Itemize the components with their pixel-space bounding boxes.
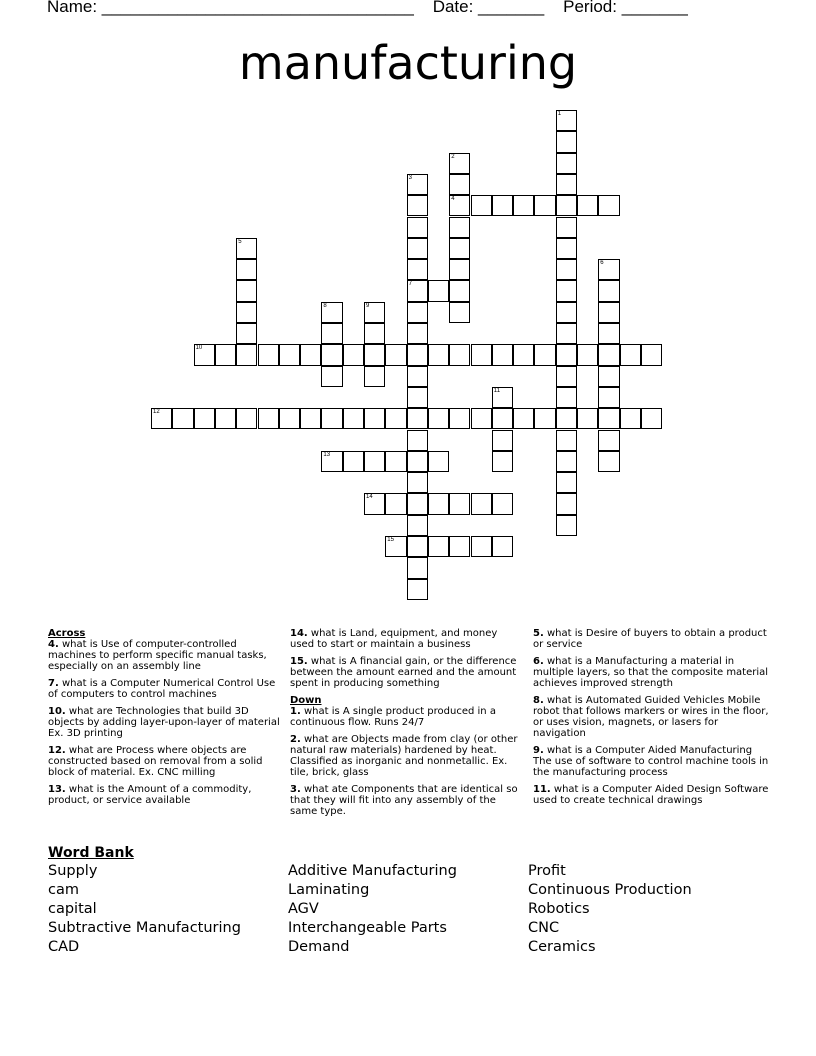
grid-cell[interactable] xyxy=(407,387,428,408)
clue-down-9: 9. what is a Computer Aided Manufacturing The use of software to control machine tools in the manufacturing process xyxy=(533,745,769,778)
grid-cell[interactable] xyxy=(556,195,577,216)
grid-cell[interactable] xyxy=(534,195,555,216)
grid-cell[interactable] xyxy=(556,153,577,174)
grid-cell[interactable] xyxy=(449,153,470,174)
grid-cell[interactable] xyxy=(236,344,257,365)
grid-cell[interactable] xyxy=(407,579,428,600)
grid-cell[interactable] xyxy=(556,217,577,238)
cell-number: 12 xyxy=(153,409,160,416)
grid-cell[interactable] xyxy=(407,238,428,259)
grid-cell[interactable] xyxy=(471,408,492,429)
grid-cell[interactable] xyxy=(556,174,577,195)
grid-cell[interactable] xyxy=(598,195,619,216)
grid-cell[interactable] xyxy=(385,408,406,429)
grid-cell[interactable] xyxy=(492,536,513,557)
grid-cell[interactable] xyxy=(556,280,577,301)
grid-cell[interactable] xyxy=(407,217,428,238)
page-title: manufacturing xyxy=(238,36,578,90)
grid-cell[interactable] xyxy=(620,408,641,429)
grid-cell[interactable] xyxy=(471,493,492,514)
grid-cell[interactable] xyxy=(321,302,342,323)
grid-cell[interactable] xyxy=(407,323,428,344)
grid-cell[interactable] xyxy=(236,280,257,301)
grid-cell[interactable] xyxy=(364,323,385,344)
grid-cell[interactable] xyxy=(556,472,577,493)
cell-number: 9 xyxy=(366,302,370,309)
cell-number: 6 xyxy=(600,260,604,267)
cell-number: 10 xyxy=(195,345,203,352)
grid-cell[interactable] xyxy=(449,195,470,216)
across-heading: Across xyxy=(48,628,86,639)
word-bank-item: CNC xyxy=(528,920,560,936)
grid-cell[interactable] xyxy=(236,259,257,280)
grid-cell[interactable] xyxy=(364,451,385,472)
word-bank-item: Laminating xyxy=(288,882,370,898)
grid-cell[interactable] xyxy=(407,430,428,451)
grid-cell[interactable] xyxy=(407,195,428,216)
grid-cell[interactable] xyxy=(556,302,577,323)
word-bank-item: Additive Manufacturing xyxy=(288,863,457,879)
grid-cell[interactable] xyxy=(428,536,449,557)
grid-cell[interactable] xyxy=(556,515,577,536)
grid-cell[interactable] xyxy=(215,344,236,365)
word-bank-item: Continuous Production xyxy=(528,882,692,898)
grid-cell[interactable] xyxy=(598,387,619,408)
grid-cell[interactable] xyxy=(151,408,172,429)
grid-cell[interactable] xyxy=(407,515,428,536)
grid-cell[interactable] xyxy=(534,408,555,429)
grid-cell[interactable] xyxy=(407,174,428,195)
clue-down-6: 6. what is a Manufacturing a material in multiple layers, so that the composite material achieves improved strength xyxy=(533,656,769,689)
grid-cell[interactable] xyxy=(321,451,342,472)
grid-cell[interactable] xyxy=(598,280,619,301)
grid-cell[interactable] xyxy=(577,344,598,365)
clues-column-1 xyxy=(48,628,280,812)
clues-column-2 xyxy=(290,628,524,823)
grid-cell[interactable] xyxy=(449,217,470,238)
grid-cell[interactable] xyxy=(598,344,619,365)
grid-cell[interactable] xyxy=(385,493,406,514)
cell-number: 2 xyxy=(451,153,455,160)
down-heading: Down xyxy=(290,695,322,706)
grid-cell[interactable] xyxy=(407,472,428,493)
grid-cell[interactable] xyxy=(428,280,449,301)
grid-cell[interactable] xyxy=(471,344,492,365)
cell-number: 11 xyxy=(493,387,501,394)
word-bank-column-1 xyxy=(48,862,241,957)
grid-cell[interactable] xyxy=(449,493,470,514)
grid-cell[interactable] xyxy=(300,344,321,365)
grid-cell[interactable] xyxy=(279,408,300,429)
clue-down-8: 8. what is Automated Guided Vehicles Mobile robot that follows markers or wires in the floor, or uses vision, magnets, or lasers for navigation xyxy=(533,695,769,739)
grid-cell[interactable] xyxy=(321,366,342,387)
grid-cell[interactable] xyxy=(556,323,577,344)
grid-cell[interactable] xyxy=(620,344,641,365)
word-bank-column-2 xyxy=(288,862,457,957)
grid-cell[interactable] xyxy=(449,174,470,195)
clue-across-15: 15. what is A financial gain, or the difference between the amount earned and the amount spent in producing something xyxy=(290,656,517,689)
grid-cell[interactable] xyxy=(364,408,385,429)
grid-cell[interactable] xyxy=(449,302,470,323)
grid-cell[interactable] xyxy=(598,302,619,323)
grid-cell[interactable] xyxy=(492,344,513,365)
cell-number: 13 xyxy=(323,451,331,458)
grid-cell[interactable] xyxy=(556,408,577,429)
clue-across-10: 10. what are Technologies that build 3D objects by adding layer-upon-layer of material Ex. 3D printing xyxy=(48,706,280,739)
grid-cell[interactable] xyxy=(598,259,619,280)
clue-down-11: 11. what is a Computer Aided Design Software used to create technical drawings xyxy=(533,784,769,806)
grid-cell[interactable] xyxy=(236,408,257,429)
grid-cell[interactable] xyxy=(449,259,470,280)
grid-cell[interactable] xyxy=(641,344,662,365)
word-bank-item: Demand xyxy=(288,939,350,955)
grid-cell[interactable] xyxy=(556,451,577,472)
cell-number: 8 xyxy=(323,302,327,309)
grid-cell[interactable] xyxy=(364,344,385,365)
grid-cell[interactable] xyxy=(407,451,428,472)
word-bank-item: AGV xyxy=(288,901,319,917)
grid-cell[interactable] xyxy=(215,408,236,429)
grid-cell[interactable] xyxy=(556,493,577,514)
grid-cell[interactable] xyxy=(194,408,215,429)
grid-cell[interactable] xyxy=(236,238,257,259)
grid-cell[interactable] xyxy=(556,387,577,408)
clue-across-4: 4. what is Use of computer-controlled machines to perform specific manual tasks, especially on an assembly line xyxy=(48,639,267,672)
grid-cell[interactable] xyxy=(449,344,470,365)
grid-cell[interactable] xyxy=(449,238,470,259)
grid-cell[interactable] xyxy=(641,408,662,429)
grid-cell[interactable] xyxy=(321,323,342,344)
grid-cell[interactable] xyxy=(385,451,406,472)
grid-cell[interactable] xyxy=(598,430,619,451)
word-bank-item: Profit xyxy=(528,863,566,879)
grid-cell[interactable] xyxy=(577,195,598,216)
word-bank-item: Subtractive Manufacturing xyxy=(48,920,241,936)
clue-down-5: 5. what is Desire of buyers to obtain a product or service xyxy=(533,628,767,650)
grid-cell[interactable] xyxy=(343,408,364,429)
grid-cell[interactable] xyxy=(556,110,577,131)
grid-cell[interactable] xyxy=(385,344,406,365)
grid-cell[interactable] xyxy=(236,302,257,323)
grid-cell[interactable] xyxy=(492,451,513,472)
grid-cell[interactable] xyxy=(449,280,470,301)
grid-cell[interactable] xyxy=(534,344,555,365)
cell-number: 4 xyxy=(451,196,455,203)
grid-cell[interactable] xyxy=(343,451,364,472)
grid-cell[interactable] xyxy=(364,366,385,387)
grid-cell[interactable] xyxy=(258,344,279,365)
grid-cell[interactable] xyxy=(598,323,619,344)
grid-cell[interactable] xyxy=(385,536,406,557)
clue-down-2: 2. what are Objects made from clay (or other natural raw materials) hardened by heat. Classified as inorganic and nonmetallic. Ex. tile, brick, glass xyxy=(290,734,518,778)
word-bank-item: Interchangeable Parts xyxy=(288,920,447,936)
grid-cell[interactable] xyxy=(407,366,428,387)
grid-cell[interactable] xyxy=(598,451,619,472)
grid-cell[interactable] xyxy=(471,536,492,557)
grid-cell[interactable] xyxy=(556,430,577,451)
clue-across-12: 12. what are Process where objects are constructed based on removal from a solid block of material. Ex. CNC milling xyxy=(48,745,263,778)
grid-cell[interactable] xyxy=(513,408,534,429)
grid-cell[interactable] xyxy=(513,195,534,216)
word-bank-item: capital xyxy=(48,901,97,917)
grid-cell[interactable] xyxy=(492,387,513,408)
clue-across-13: 13. what is the Amount of a commodity, product, or service available xyxy=(48,784,252,806)
grid-cell[interactable] xyxy=(194,344,215,365)
grid-cell[interactable] xyxy=(343,344,364,365)
grid-cell[interactable] xyxy=(556,344,577,365)
cell-number: 14 xyxy=(366,494,373,501)
grid-cell[interactable] xyxy=(513,344,534,365)
grid-cell[interactable] xyxy=(364,493,385,514)
grid-cell[interactable] xyxy=(556,366,577,387)
word-bank-item: CAD xyxy=(48,939,80,955)
grid-cell[interactable] xyxy=(258,408,279,429)
word-bank-item: cam xyxy=(48,882,79,898)
grid-cell[interactable] xyxy=(364,302,385,323)
grid-cell[interactable] xyxy=(428,493,449,514)
cell-number: 5 xyxy=(238,238,242,245)
grid-cell[interactable] xyxy=(407,302,428,323)
clue-down-3: 3. what ate Components that are identical so that they will fit into any assembly of the same type. xyxy=(290,784,518,817)
word-bank-item: Robotics xyxy=(528,901,590,917)
grid-cell[interactable] xyxy=(492,430,513,451)
header-line: Name: _________________________________ Date: _______ Period: _______ xyxy=(47,0,688,16)
grid-cell[interactable] xyxy=(407,493,428,514)
grid-cell[interactable] xyxy=(321,344,342,365)
grid-cell[interactable] xyxy=(407,536,428,557)
word-bank-item: Supply xyxy=(48,863,98,879)
grid-cell[interactable] xyxy=(556,131,577,152)
grid-cell[interactable] xyxy=(407,344,428,365)
cell-number: 3 xyxy=(408,174,412,181)
grid-cell[interactable] xyxy=(407,408,428,429)
grid-cell[interactable] xyxy=(471,195,492,216)
grid-cell[interactable] xyxy=(428,451,449,472)
cell-number: 7 xyxy=(408,281,412,288)
clues-column-3 xyxy=(533,628,773,812)
grid-cell[interactable] xyxy=(492,195,513,216)
grid-cell[interactable] xyxy=(449,536,470,557)
clue-across-7: 7. what is a Computer Numerical Control Use of computers to control machines xyxy=(48,678,276,700)
grid-cell[interactable] xyxy=(556,238,577,259)
cell-number: 1 xyxy=(557,111,562,117)
grid-cell[interactable] xyxy=(172,408,193,429)
grid-cell[interactable] xyxy=(449,408,470,429)
grid-cell[interactable] xyxy=(492,493,513,514)
word-bank-item: Ceramics xyxy=(528,939,596,955)
grid-cell[interactable] xyxy=(598,408,619,429)
grid-cell[interactable] xyxy=(428,344,449,365)
grid-cell[interactable] xyxy=(236,323,257,344)
grid-cell[interactable] xyxy=(407,259,428,280)
clue-down-1: 1. what is A single product produced in a continuous flow. Runs 24/7 xyxy=(290,706,496,728)
grid-cell[interactable] xyxy=(300,408,321,429)
grid-cell[interactable] xyxy=(428,408,449,429)
word-bank-column-3 xyxy=(528,862,692,957)
word-bank-title: Word Bank xyxy=(48,845,134,861)
grid-cell[interactable] xyxy=(321,408,342,429)
grid-cell[interactable] xyxy=(279,344,300,365)
grid-cell[interactable] xyxy=(407,280,428,301)
grid-cell[interactable] xyxy=(407,557,428,578)
grid-cell[interactable] xyxy=(598,366,619,387)
grid-cell[interactable] xyxy=(492,408,513,429)
grid-cell[interactable] xyxy=(556,259,577,280)
grid-cell[interactable] xyxy=(577,408,598,429)
clue-across-14: 14. what is Land, equipment, and money used to start or maintain a business xyxy=(290,628,498,650)
cell-number: 15 xyxy=(387,537,394,543)
